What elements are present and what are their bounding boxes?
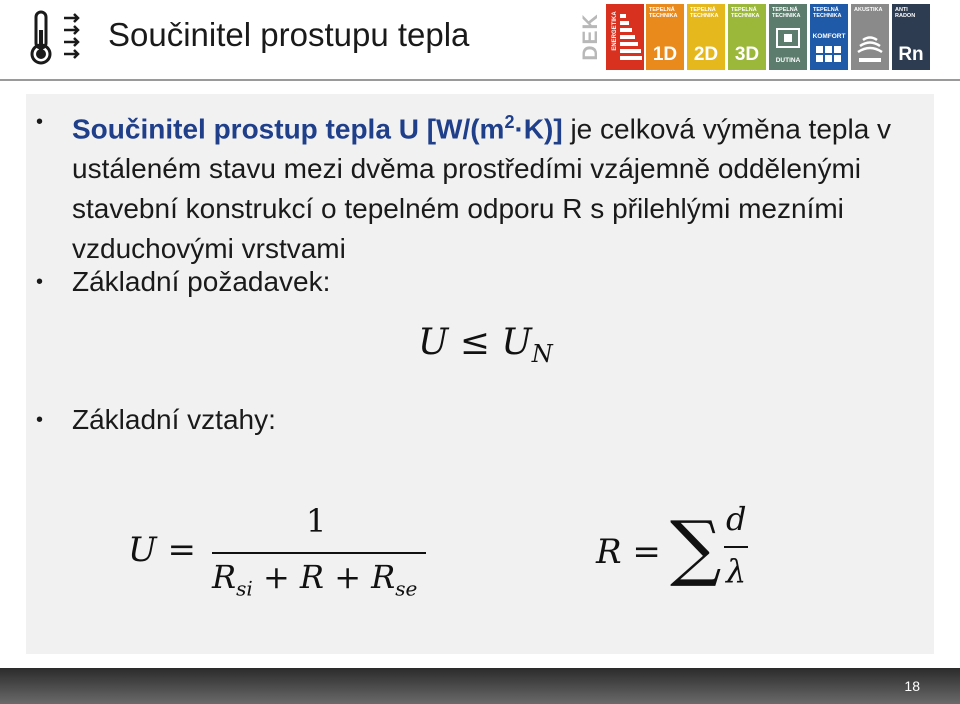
formula-un: U	[501, 322, 532, 363]
brand-strip	[580, 4, 936, 70]
tile-big-label: 1D	[652, 44, 678, 65]
formula-plus-r: + R +	[262, 558, 361, 596]
slide-footer	[0, 668, 960, 704]
bullet-relations-text: Základní vztahy:	[72, 404, 276, 435]
tile-caption: TEPELNÁ TECHNIKA	[731, 7, 760, 19]
tile-big-label: Rn	[898, 44, 924, 65]
fraction-bar	[724, 546, 748, 548]
formula-u: U	[418, 322, 449, 363]
definition-body: je celková výměna tepla v ustáleném stavu mezi dvěma prostředími vzájemně oddělenými stavební konstrukcí o tepelném odporu R s přilehlými mezními vzduchovými vrstvami	[72, 113, 892, 265]
bullet-requirement-text: Základní požadavek:	[72, 266, 331, 297]
cavity-icon	[776, 28, 800, 48]
tile-2d	[687, 4, 725, 70]
formula-d: d	[726, 500, 747, 538]
tile-caption: TEPELNÁ TECHNIKA	[690, 7, 719, 19]
definition-exponent: 2	[504, 112, 515, 132]
sound-waves-icon	[857, 34, 883, 64]
bullet-dot: •	[36, 271, 44, 293]
tile-akustika	[851, 4, 889, 70]
dek-logo-text: DEK	[579, 13, 602, 61]
formula-rse: R	[371, 558, 396, 596]
tile-caption: TEPELNÁ TECHNIKA	[772, 7, 801, 19]
tile-small-label: DUTINA	[775, 57, 801, 64]
tile-energetika-label: ENERGETIKA	[612, 11, 618, 51]
thermometer-heat-flow-icon	[28, 8, 84, 66]
page-number: 18	[904, 678, 920, 694]
formula-leq: ≤	[459, 322, 490, 363]
formula-r-lhs: R =	[596, 532, 661, 572]
bullet-definition-text	[72, 102, 932, 269]
tile-caption: TEPELNÁ TECHNIKA	[813, 7, 842, 19]
tile-caption: TEPELNÁ TECHNIKA	[649, 7, 678, 19]
definition-unit-end: ·K)]	[514, 113, 563, 145]
formula-requirement	[418, 322, 553, 368]
tile-caption: AKUSTIKA	[854, 7, 883, 13]
formula-un-sub: N	[531, 340, 553, 369]
formula-rsi: R	[212, 558, 237, 596]
tile-antiradon	[892, 4, 930, 70]
tile-1d	[646, 4, 684, 70]
tile-big-label: 3D	[734, 44, 760, 65]
energy-bars-icon	[620, 12, 642, 66]
fraction-bar	[212, 552, 426, 554]
slide-title: Součinitel prostupu tepla	[108, 16, 470, 53]
formula-lambda: λ	[726, 552, 747, 590]
tile-3d	[728, 4, 766, 70]
definition-term: Součinitel prostup tepla U [W/(m	[72, 113, 505, 145]
bullet-dot: •	[36, 111, 44, 133]
dek-logo	[580, 4, 602, 70]
tile-komfort	[810, 4, 848, 70]
tile-dutina	[769, 4, 807, 70]
formula-u-definition	[128, 500, 438, 610]
bullet-dot: •	[36, 409, 44, 431]
formula-rsi-sub: si	[236, 576, 253, 601]
formula-u-lhs: U =	[128, 530, 196, 570]
tile-big-label: 2D	[693, 44, 719, 65]
formula-sum: ∑	[670, 505, 722, 589]
formula-u-numerator: 1	[306, 502, 327, 540]
formula-r-definition	[596, 496, 766, 606]
tile-energetika	[606, 4, 644, 70]
formula-rse-sub: se	[395, 576, 418, 601]
tile-caption: ANTI RADON	[895, 7, 916, 19]
grid-icon	[816, 46, 842, 64]
tile-small-label: KOMFORT	[812, 33, 846, 40]
slide-header	[0, 0, 960, 80]
formula-u-denominator	[212, 558, 417, 600]
header-divider	[0, 79, 960, 81]
